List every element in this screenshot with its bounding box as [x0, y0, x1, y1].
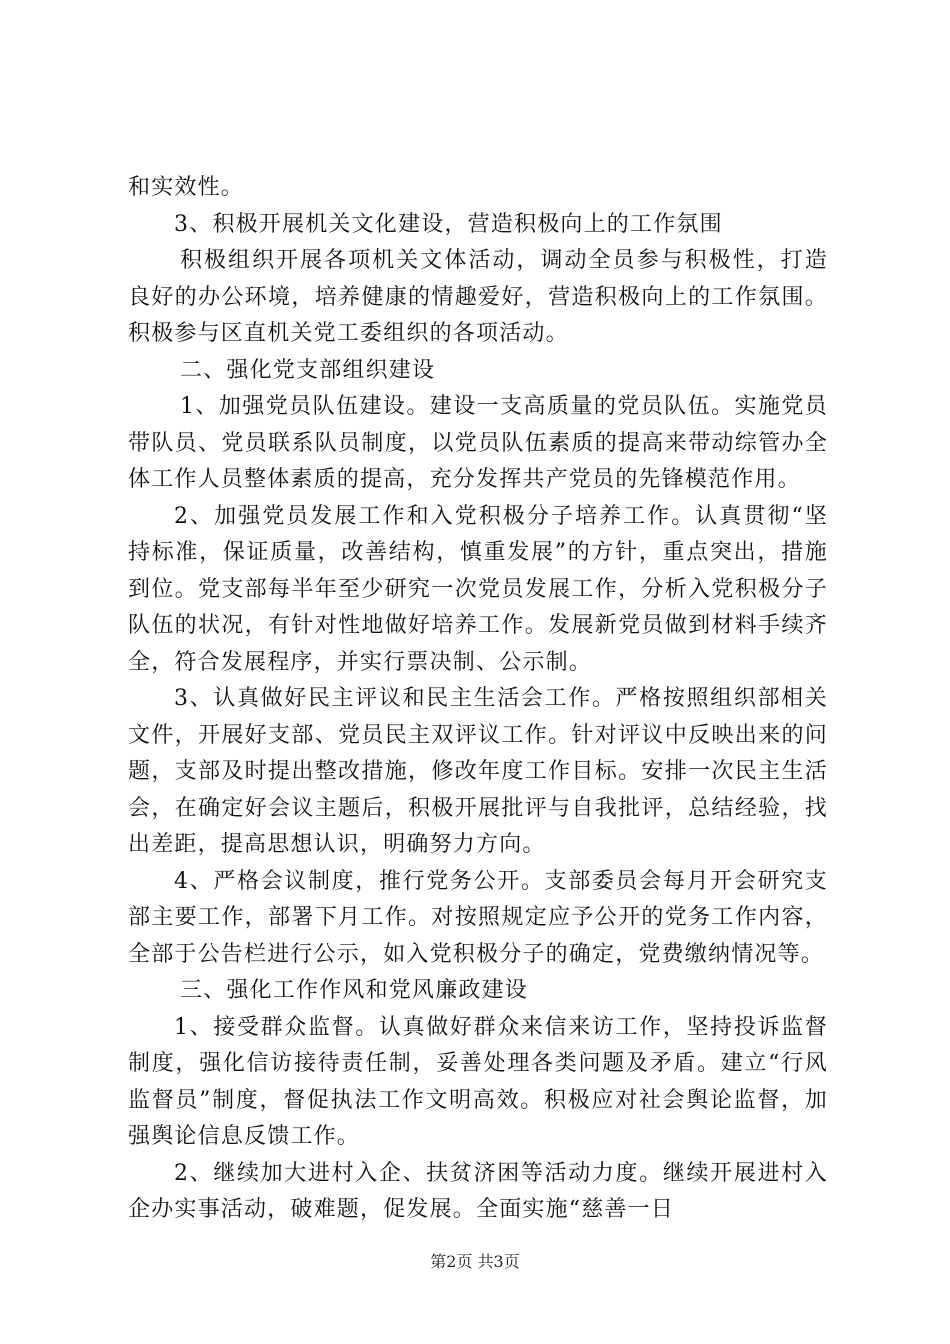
paragraph-democratic-review: 3、认真做好民主评议和民主生活会工作。严格按照组织部相关文件，开展好支部、党员民主双评议工作。针对评议中反映出来的问题，支部及时提出整改措施，修改年度工作目标。安排一次民主生活会，在确定好会议主题后，积极开展批评与自我批评，总结经验，找出差距，提高思想认识，明确努力方向。: [128, 686, 828, 857]
paragraph-meeting-system: 4、严格会议制度，推行党务公开。支部委员会每月开会研究支部主要工作，部署下月工作。对按照规定应予公开的党务工作内容，全部于公告栏进行公示，如入党积极分子的确定，党费缴纳情况等。: [128, 868, 828, 967]
paragraph-village-enterprise: 2、继续加大进村入企、扶贫济困等活动力度。继续开展进村入企办实事活动，破难题，促发展。全面实施“慈善一日: [128, 1160, 828, 1222]
paragraph-member-development: 2、加强党员发展工作和入党积极分子培养工作。认真贯彻“坚持标准，保证质量，改善结构，慎重发展”的方针，重点突出，措施到位。党支部每半年至少研究一次党员发展工作，分析入党积极分子队伍的状况，有针对性地做好培养工作。发展新党员做到材料手续齐全，符合发展程序，并实行票决制、公示制。: [128, 503, 828, 675]
page-footer: 第2页 共3页: [430, 1252, 520, 1271]
section-heading-party-branch: 二、强化党支部组织建设: [180, 357, 436, 383]
paragraph-public-supervision: 1、接受群众监督。认真做好群众来信来访工作，坚持投诉监督制度，强化信访接待责任制，妥善处理各类问题及矛盾。建立“行风监督员”制度，督促执法工作文明高效。积极应对社会舆论监督，加强舆论信息反馈工作。: [128, 1014, 828, 1149]
paragraph-continuation: 和实效性。: [128, 175, 245, 200]
section-heading-work-style: 三、强化工作作风和党风廉政建设: [180, 978, 529, 1003]
paragraph-member-team: 1、加强党员队伍建设。建设一支高质量的党员队伍。实施党员带队员、党员联系队员制度，以党员队伍素质的提高来带动综管办全体工作人员整体素质的提高，充分发挥共产党员的先锋模范作用。: [128, 394, 828, 492]
document-body: [128, 170, 828, 1229]
paragraph-culture-body: 积极组织开展各项机关文体活动，调动全员参与积极性，打造良好的办公环境，培养健康的情趣爱好，营造积极向上的工作氛围。积极参与区直机关党工委组织的各项活动。: [128, 248, 828, 346]
paragraph-heading-culture: 3、积极开展机关文化建设，营造积极向上的工作氛围: [174, 211, 723, 237]
